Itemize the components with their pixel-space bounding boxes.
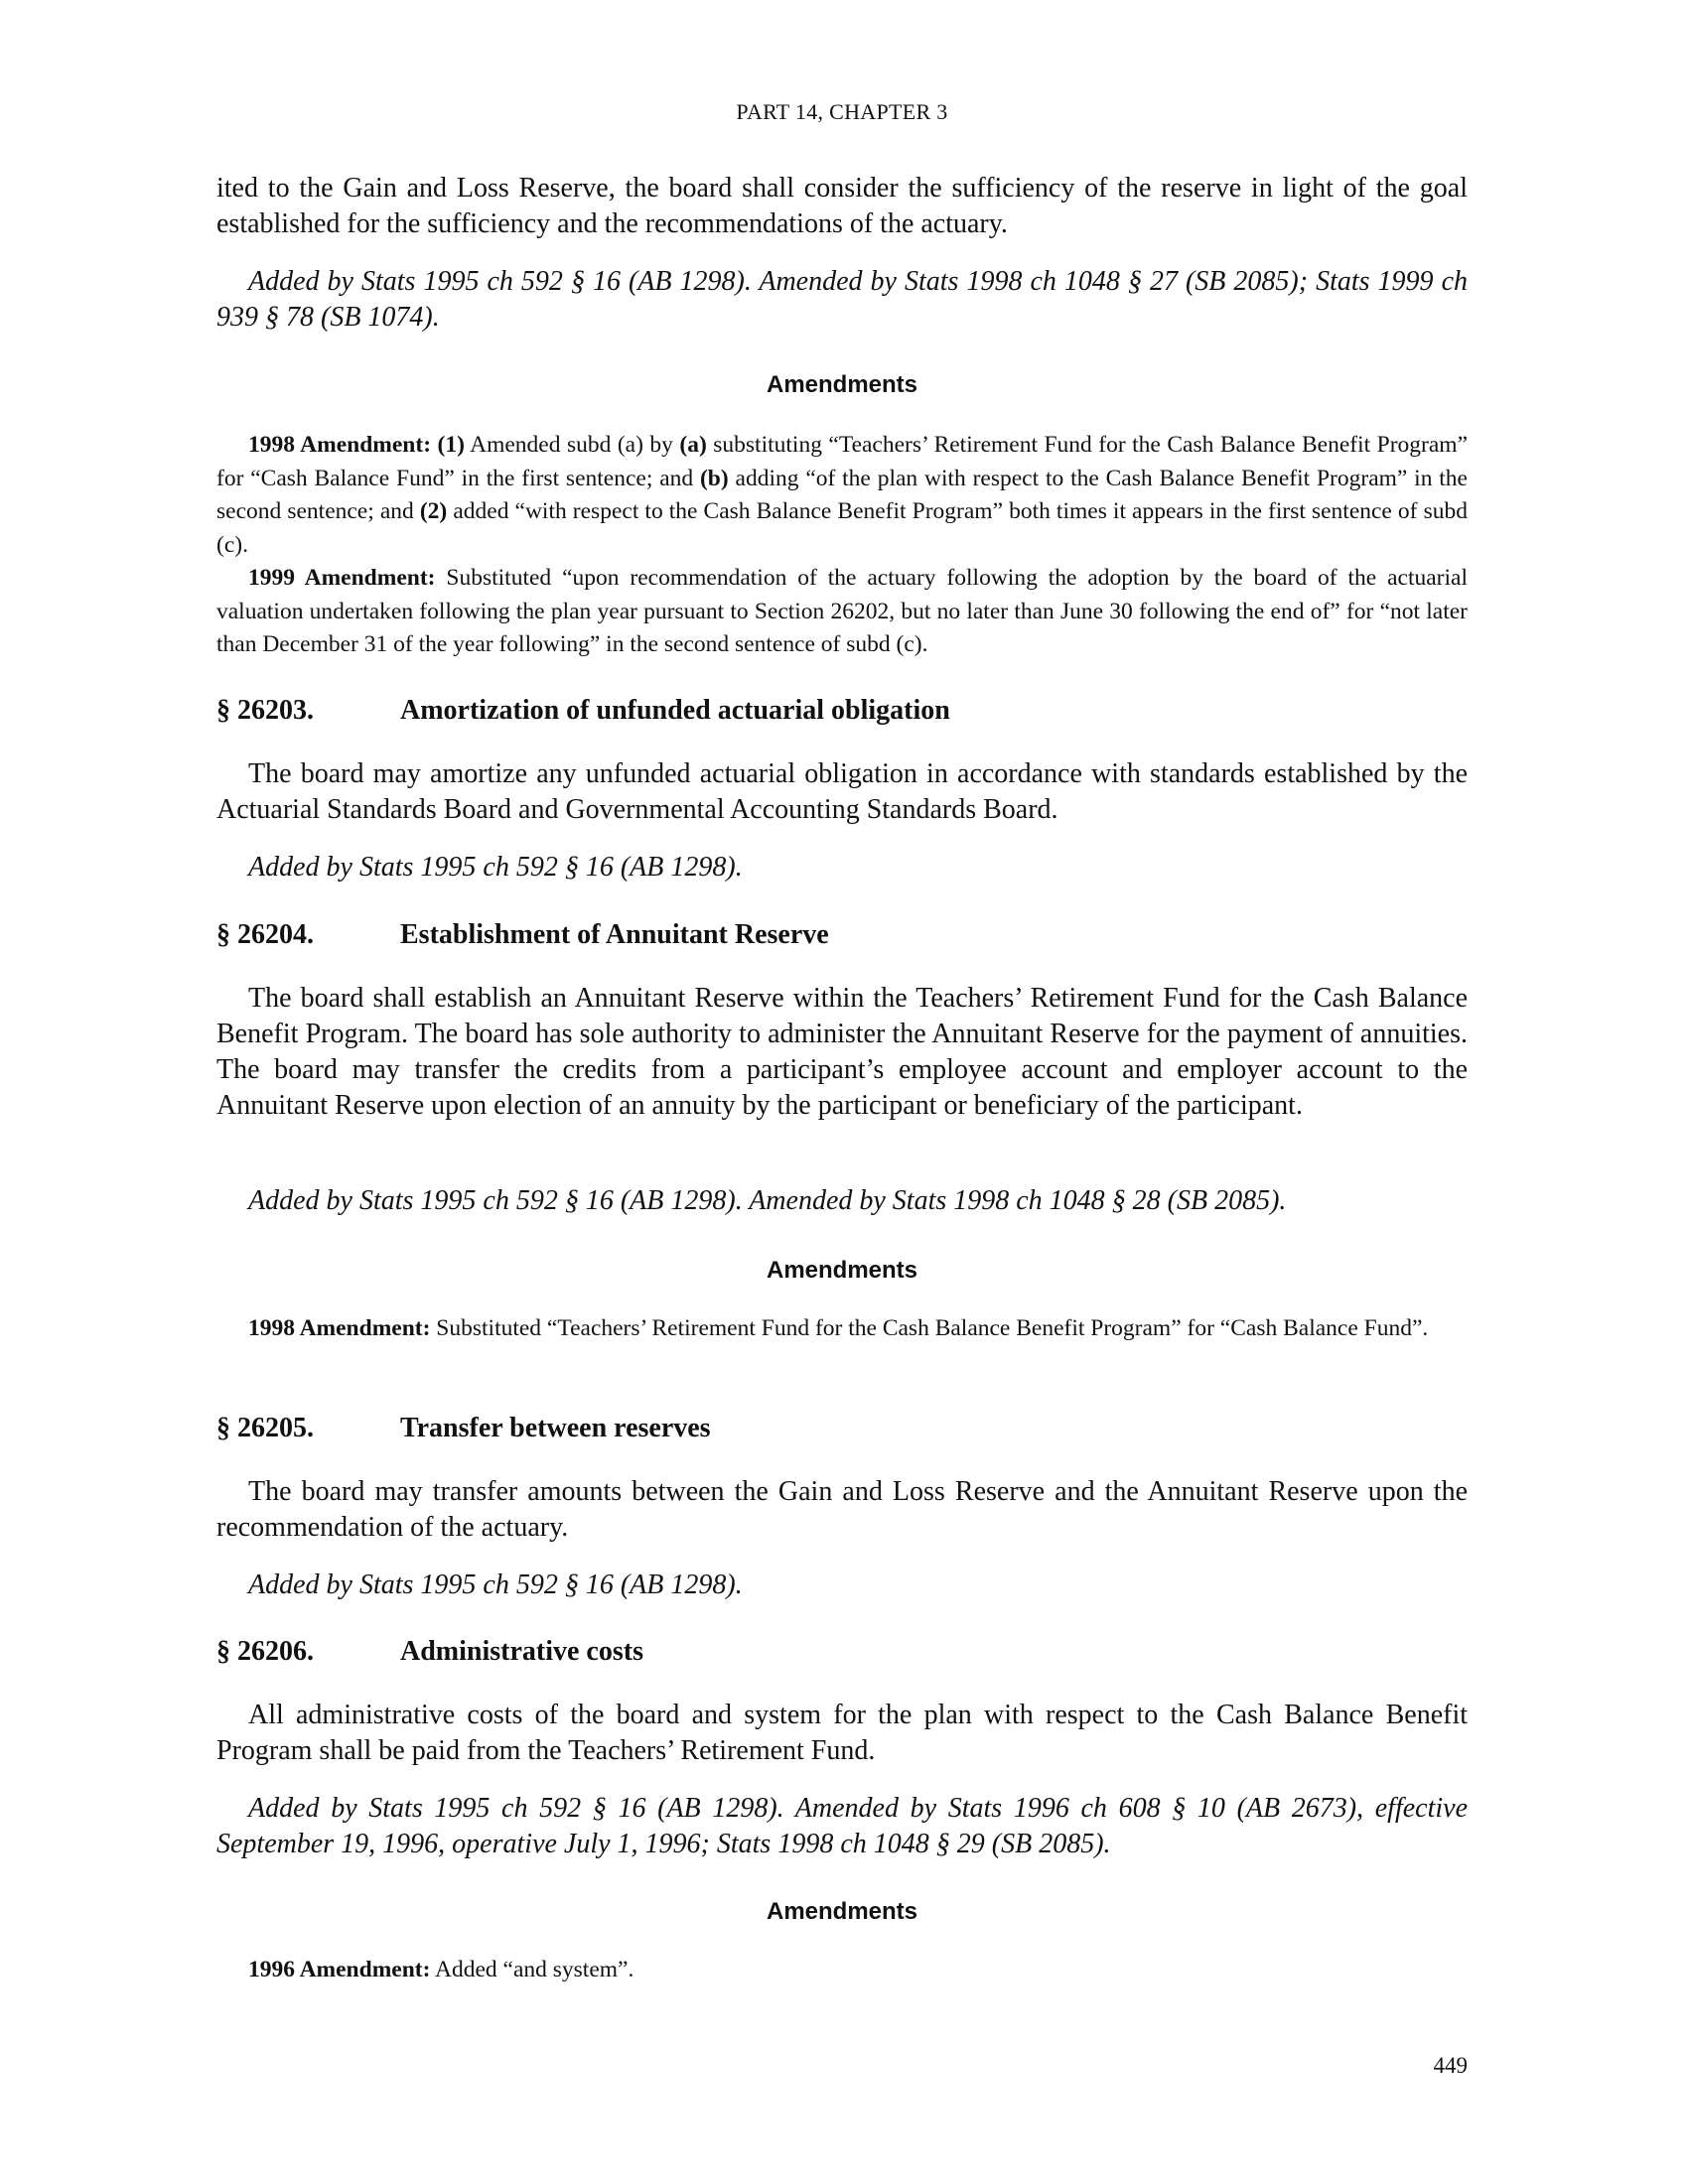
amendments-heading: Amendments xyxy=(766,1257,918,1284)
intro-history-note: Added by Stats 1995 ch 592 § 16 (AB 1298). Amended by Stats 1998 ch 1048 § 27 (SB 2085); Stats 1999 ch 939 § 78 (SB 1074). xyxy=(216,266,1468,333)
section-26204-history: Added by Stats 1995 ch 592 § 16 (AB 1298). Amended by Stats 1998 ch 1048 § 28 (SB 2085). xyxy=(248,1185,1287,1216)
section-26205-history: Added by Stats 1995 ch 592 § 16 (AB 1298). xyxy=(248,1570,743,1600)
section-26206-amendment-1996: 1996 Amendment: Added “and system”. xyxy=(248,1957,634,1982)
amendment-marker: (a) xyxy=(679,432,707,458)
amendment-marker: (1) xyxy=(437,432,465,458)
section-heading-26204 xyxy=(216,919,1468,951)
section-26206-text: All administrative costs of the board and system for the plan with respect to the Cash Balance Benefit Program shall be paid from the Teachers’ Retirement Fund. xyxy=(216,1700,1468,1766)
running-head: PART 14, CHAPTER 3 xyxy=(736,99,948,124)
page-number: 449 xyxy=(1433,2053,1468,2078)
section-26203-history: Added by Stats 1995 ch 592 § 16 (AB 1298). xyxy=(248,852,743,883)
section-26203-text: The board may amortize any unfunded actuarial obligation in accordance with standards established by the Actuarial Standards Board and Governmental Accounting Standards Board. xyxy=(216,758,1468,825)
section-number: § 26205. xyxy=(216,1413,314,1443)
amendment-label: 1999 Amendment: xyxy=(248,565,436,591)
amendments-heading: Amendments xyxy=(766,1898,918,1925)
section-26204-amendment-1998: 1998 Amendment: Substituted “Teachers’ Retirement Fund for the Cash Balance Benefit Program” for “Cash Balance Fund”. xyxy=(248,1315,1429,1341)
amendment-marker: (2) xyxy=(419,498,448,524)
amendment-label: 1998 Amendment: xyxy=(248,432,432,458)
section-26205-text: The board may transfer amounts between the Gain and Loss Reserve and the Annuitant Reserve upon the recommendation of the actuary. xyxy=(216,1476,1468,1543)
section-26206-history: Added by Stats 1995 ch 592 § 16 (AB 1298). Amended by Stats 1996 ch 608 § 10 (AB 2673), effective September 19, 1996, operative July 1, 1996; Stats 1998 ch 1048 § 29 (SB 2085). xyxy=(216,1793,1468,1859)
amendment-label: 1996 Amendment: xyxy=(248,1957,431,1982)
section-heading-26203 xyxy=(216,695,1468,727)
section-title: Amortization of unfunded actuarial obligation xyxy=(400,695,950,726)
amendment-note-1999: 1999 Amendment: Substituted “upon recommendation of the actuary following the adoption by the board of the actuarial valuation undertaken following the plan year pursuant to Section 26202, but no later than June 30 following the end of” for “not later than December 31 of the year following” in the second sentence of subd (c). xyxy=(216,565,1468,657)
amendment-marker: (b) xyxy=(699,465,729,491)
section-number: § 26206. xyxy=(216,1636,314,1667)
section-heading-26206 xyxy=(216,1636,1468,1668)
section-title: Establishment of Annuitant Reserve xyxy=(400,919,829,950)
section-number: § 26204. xyxy=(216,919,314,950)
amendments-heading: Amendments xyxy=(766,371,918,398)
section-26204-text: The board shall establish an Annuitant Reserve within the Teachers’ Retirement Fund for the Cash Balance Benefit Program. The board has sole authority to administer the Annuitant Reserve for the payment of annuities. The board may transfer the credits from a participant’s employee account and employer account to the Annuitant Reserve upon election of an annuity by the participant or beneficiary of the participant. xyxy=(216,983,1468,1121)
intro-continuation-paragraph: ited to the Gain and Loss Reserve, the board shall consider the sufficiency of the reserve in light of the goal established for the sufficiency and the recommendations of the actuary. xyxy=(216,173,1468,239)
section-title: Administrative costs xyxy=(400,1636,643,1667)
amendment-note-1998: 1998 Amendment: (1) Amended subd (a) by (a) substituting “Teachers’ Retirement Fund for the Cash Balance Benefit Program” for “Cash Balance Fund” in the first sentence; and (b) adding “of the plan with respect to the Cash Balance Benefit Program” in the second sentence; and (2) added “with respect to the Cash Balance Benefit Program” both times it appears in the first sentence of subd (c). xyxy=(216,432,1468,558)
amendment-label: 1998 Amendment: xyxy=(248,1315,431,1341)
section-number: § 26203. xyxy=(216,695,314,726)
section-heading-26205 xyxy=(216,1413,1468,1444)
section-title: Transfer between reserves xyxy=(400,1413,711,1443)
